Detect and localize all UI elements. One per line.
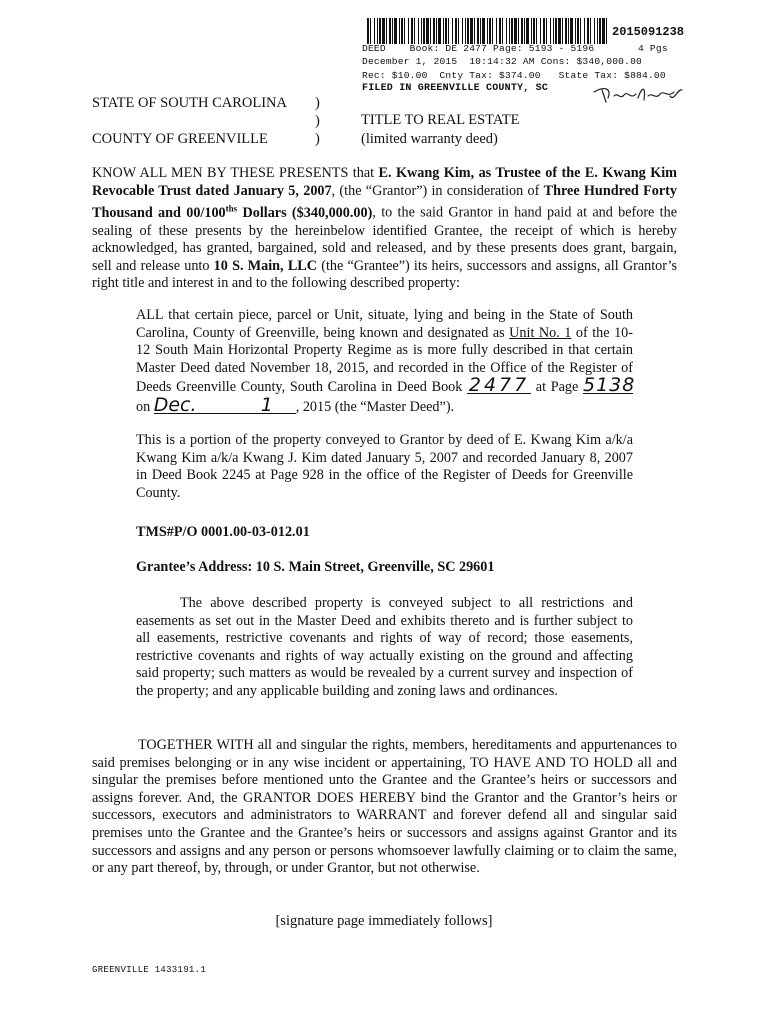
document-subtitle: (limited warranty deed)	[361, 131, 498, 147]
grantee-address: Grantee’s Address: 10 S. Main Street, Greenville, SC 29601	[136, 559, 495, 575]
unit-number: Unit No. 1	[509, 324, 572, 341]
handwritten-month: Dec.	[154, 397, 238, 414]
signature-page-notice: [signature page immediately follows]	[275, 913, 493, 929]
instrument-number: 2015091238	[612, 25, 685, 39]
consideration-amount: Three Hundred Forty Thousand and $00/100^{ths}$ Dollars ($340,000.00)	[92, 182, 677, 221]
stamp-fees: Rec: $10.00 Cnty Tax: $374.00 State Tax: $884.00	[362, 70, 666, 81]
handwritten-page-number: 5138	[583, 374, 636, 397]
habendum-warranty-clause: TOGETHER WITH all and singular the rights, members, hereditaments and appurtenances to said premises belonging or in any wise incident or appertaining, TO HAVE AND TO HOLD all and singular the premises before mentioned unto the Grantee and the Grantee’s heirs or successors and assigns forever. And, the GRANTOR DOES HEREBY bind the Grantor and the Grantor’s heirs or successors, executors and administrators to WARRANT and forever defend all and singular said premises unto the Grantee and the Grantee’s heirs or successors and assigns against Grantor and its successors and assigns and any person or persons whomsoever lawfully claiming or to claim the same, or any part thereof, by, through, or under Grantor, but not otherwise.	[92, 737, 677, 877]
document-title: TITLE TO REAL ESTATE	[361, 112, 520, 128]
barcode	[367, 18, 607, 44]
tax-map-number: TMS#P/O 0001.00-03-012.01	[136, 524, 310, 540]
caption-paren: )	[315, 95, 320, 111]
stamp-book-page: DEED Book: DE 2477 Page: 5193 - 5196	[362, 43, 595, 54]
grantor-name: E. Kwang Kim, as Trustee of the E. Kwang Kim Revocable Trust dated January 5, 2007	[92, 165, 677, 199]
document-footer-id: GREENVILLE 1433191.1	[92, 965, 207, 975]
subject-to-clause: The above described property is conveyed subject to all restrictions and easements as set out in the Master Deed and exhibits thereto and is further subject to all easements, restrictive covenants and rights of way of record; those easements, restrictive covenants and rights of way actually existing on the ground and affecting said property; such matters as would be revealed by a current survey and inspection of the property; and any applicable building and zoning laws and ordinances.	[136, 595, 633, 699]
legal-description: ALL that certain piece, parcel or Unit, situate, lying and being in the State of South Carolina, County of Greenville, being known and designated as Unit No. 1 of the 10-12 South Main Horizontal Property Regime as is more fully described in that certain Master Deed dated November 18, 2015, and recorded in the Office of the Register of Deeds Greenville County, South Carolina in Deed Book 2477 at Page 5138 on Dec. 1 , 2015 (the “Master Deed”).	[136, 307, 636, 416]
stamp-date-consideration: December 1, 2015 10:14:32 AM Cons: $340,000.00	[362, 56, 642, 67]
state-caption: STATE OF SOUTH CAROLINA	[92, 95, 287, 111]
grantee-name: 10 S. Main, LLC	[213, 257, 317, 274]
stamp-page-count: 4 Pgs	[638, 43, 668, 54]
granting-clause: KNOW ALL MEN BY THESE PRESENTS that E. Kwang Kim, as Trustee of the E. Kwang Kim Revocable Trust dated January 5, 2007, (the “Grantor”) in consideration of Three Hundred Forty Thousand and $00/100^{ths}$ Dollars ($340,000.00), to the said Grantor in hand paid at and before the sealing of these presents by the hereinbelow identified Grantee, the receipt of which is hereby acknowledged, has granted, bargained, sold and released, and by these presents does grant, bargain, sell and release unto 10 S. Main, LLC (the “Grantee”) its heirs, successors and assigns, all Grantor’s right title and interest in and to the following described property:	[92, 165, 677, 292]
county-caption: COUNTY OF GREENVILLE	[92, 131, 268, 147]
caption-paren: )	[315, 113, 320, 129]
caption-paren: )	[315, 131, 320, 147]
handwritten-day: 1	[238, 397, 296, 414]
handwritten-book-number: 2477	[468, 374, 530, 397]
stamp-filed-county: FILED IN GREENVILLE COUNTY, SC	[362, 83, 549, 94]
recorder-signature	[590, 82, 684, 106]
derivation-clause: This is a portion of the property conveyed to Grantor by deed of E. Kwang Kim a/k/a Kwang Kim a/k/a Kwang J. Kim dated January 5, 2007 and recorded January 8, 2007 in Deed Book 2245 at Page 928 in the office of the Register of Deeds for Greenville County.	[136, 432, 633, 501]
